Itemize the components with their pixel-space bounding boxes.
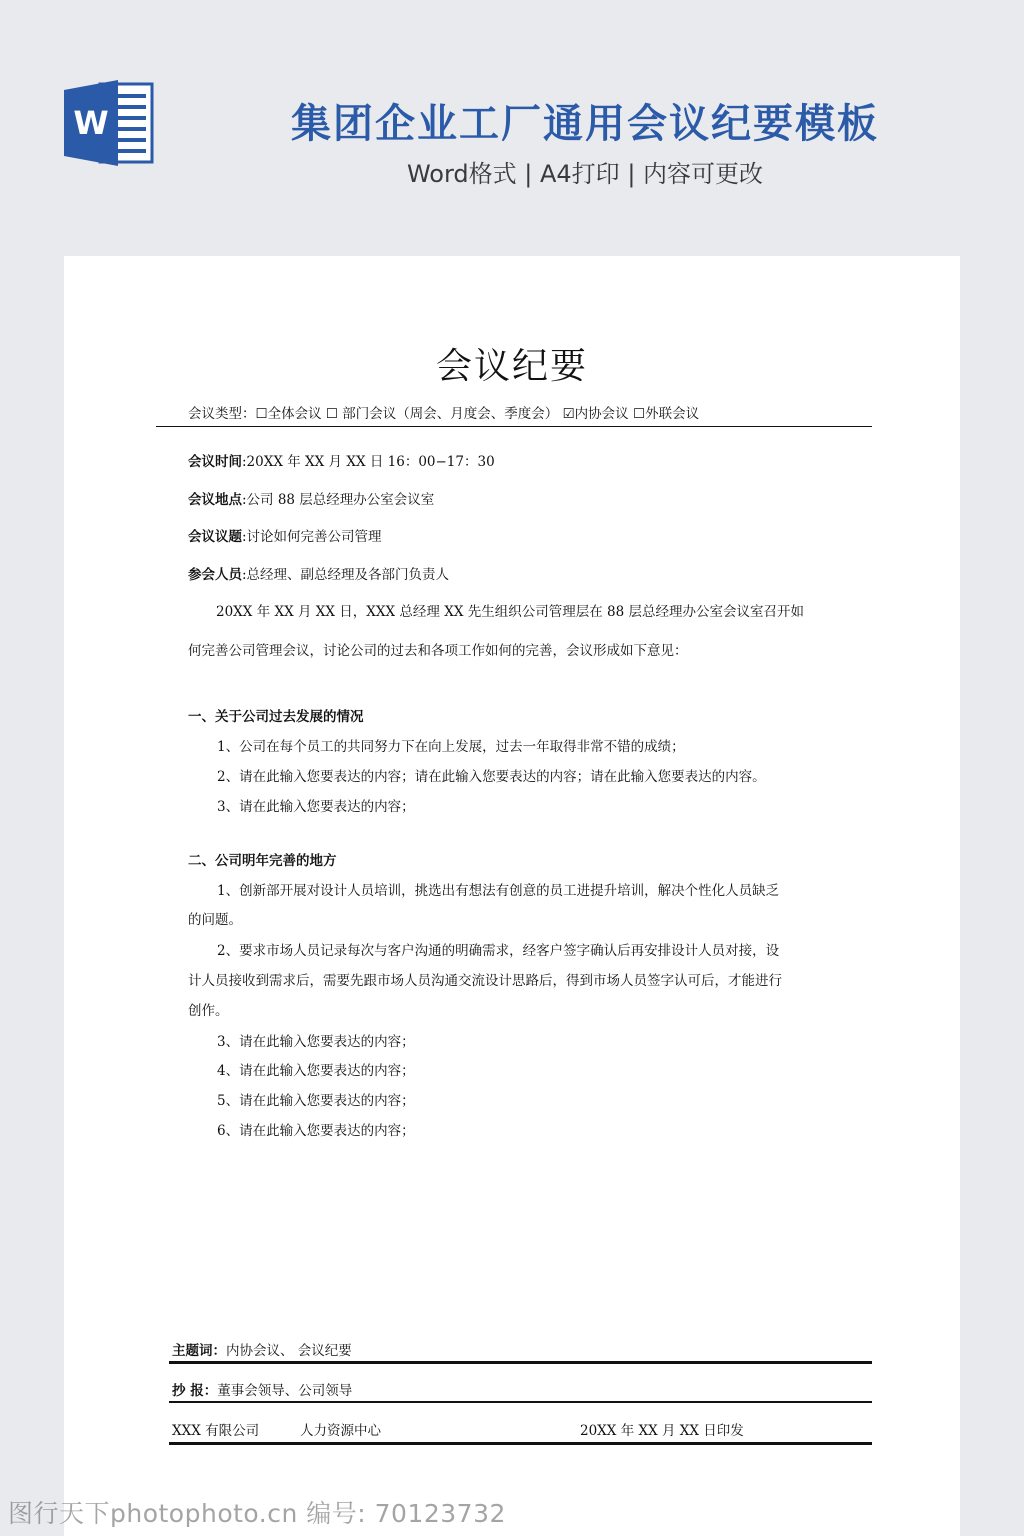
title-divider [156,426,872,427]
field-label: 参会人员 [188,567,242,583]
cc-row [172,1379,352,1399]
template-subtitle: Word格式 | A4打印 | 内容可更改 [406,160,764,188]
document-title: 会议纪要 [435,346,588,387]
field-value: :总经理、副总经理及各部门负责人 [242,567,450,583]
section-1-item: 1、公司在每个员工的共同努力下在向上发展，过去一年取得非常不错的成绩； [217,739,685,755]
field-label: 会议时间 [188,454,242,470]
word-logo-letter: W [73,104,109,142]
section-2-item: 6、请在此输入您要表达的内容； [217,1123,415,1139]
footer-rule-1 [169,1361,872,1364]
meeting-type-line: 会议类型：☐全体会议 ☐ 部门会议（周会、月度会、季度会） ☑内协会议 ☐外联会议 [188,406,700,422]
template-title: 集团企业工厂通用会议纪要模板 [291,101,879,147]
section-2-item-2-line: 计人员接收到需求后，需要先跟市场人员沟通交流设计思路后，得到市场人员签字认可后，才能进行 [188,973,782,989]
template-header [0,0,1024,256]
keywords-label: 主题词： [172,1343,226,1359]
field-meeting-topic [188,525,382,545]
section-2-item-1-line: 的问题。 [188,912,242,928]
issue-date: 20XX 年 XX 月 XX 日印发 [580,1423,744,1439]
field-value: :讨论如何完善公司管理 [242,529,382,545]
field-value: :20XX 年 XX 月 XX 日 16：00−17：30 [242,454,495,470]
intro-line-1: 20XX 年 XX 月 XX 日，XXX 总经理 XX 先生组织公司管理层在 88 层总经理办公室会议室召开如 [216,604,804,620]
keywords-value: 内协会议、 会议纪要 [226,1343,352,1359]
cc-value: 董事会领导、公司领导 [217,1383,353,1399]
field-attendees [188,563,449,583]
section-2-item-2-line: 2、要求市场人员记录每次与客户沟通的明确需求，经客户签字确认后再安排设计人员对接，设 [217,943,780,959]
document-page [64,256,960,1536]
section-1-item: 3、请在此输入您要表达的内容； [217,799,415,815]
footer-rule-3 [169,1442,872,1445]
field-meeting-place [188,488,434,508]
section-2-item: 4、请在此输入您要表达的内容； [217,1063,415,1079]
field-meeting-time [188,450,495,470]
intro-line-2: 何完善公司管理会议，讨论公司的过去和各项工作如何的完善，会议形成如下意见： [188,643,688,659]
footer-rule-2 [169,1401,872,1403]
section-1-item: 2、请在此输入您要表达的内容；请在此输入您要表达的内容；请在此输入您要表达的内容。 [217,769,766,785]
section-2-heading: 二、公司明年完善的地方 [188,853,337,869]
word-document-icon [64,80,156,166]
section-2-item-2-line: 创作。 [188,1003,229,1019]
watermark-text: 图行天下photophoto.cn 编号: 70123732 [8,1499,506,1528]
keywords-row [172,1339,352,1359]
section-2-item: 3、请在此输入您要表达的内容； [217,1034,415,1050]
section-2-item: 5、请在此输入您要表达的内容； [217,1093,415,1109]
cc-label: 抄 报： [172,1383,218,1399]
field-label: 会议地点 [188,492,242,508]
field-value: :公司 88 层总经理办公室会议室 [242,492,435,508]
field-label: 会议议题 [188,529,242,545]
section-1-heading: 一、关于公司过去发展的情况 [188,709,364,725]
issuer-department: 人力资源中心 [300,1423,381,1439]
section-2-item-1-line: 1、创新部开展对设计人员培训，挑选出有想法有创意的员工进提升培训，解决个性化人员缺乏 [217,883,780,899]
issuer-company: XXX 有限公司 [172,1423,260,1439]
